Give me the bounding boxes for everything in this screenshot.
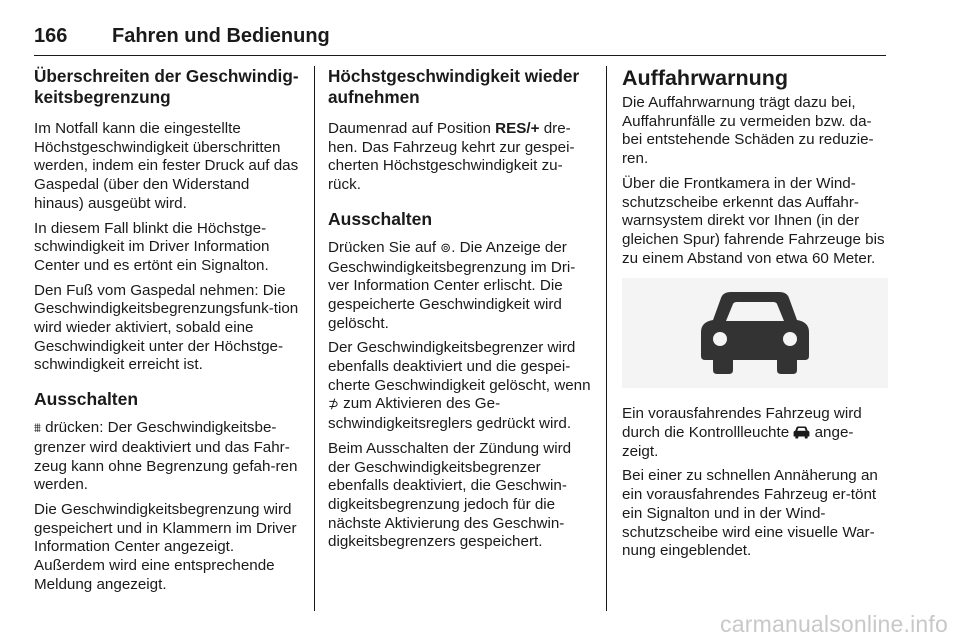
column-3	[622, 66, 888, 567]
limiter-off-symbol-icon: ⩩	[34, 421, 41, 437]
paragraph: Über die Frontkamera in der Wind-schutzscheibe erkennt das Auffahr-warnsystem direkt vor Ihnen (in der gleichen Spur) fahrende Fahrzeuge bis zu einem Abstand von etwa 60 Meter.	[622, 174, 885, 267]
paragraph: Die Geschwindigkeitsbegrenzung wird gespeichert und in Klammern im Driver Information Center angezeigt. Außerdem wird eine entsprechende Meldung angezeigt.	[34, 500, 297, 593]
vehicle-ahead-illustration	[622, 278, 888, 388]
paragraph: Den Fuß vom Gaspedal nehmen: Die Geschwindigkeitsbegrenzungsfunk-tion wird wieder aktiviert, sobald eine Geschwindigkeit unter der Höchstge-schwindigkeit erreicht ist.	[34, 281, 299, 374]
paragraph: Ein vorausfahrendes Fahrzeug wird durch die Kontrollleuchte ange-zeigt.	[622, 405, 862, 460]
section-heading-hoechstgeschwindigkeit: Höchstgeschwindigkeit wieder aufnehmen	[328, 66, 580, 107]
paragraph: Die Auffahrwarnung trägt dazu bei, Auffahrunfälle zu vermeiden bzw. da-bei entstehende Schäden zu reduzie-ren.	[622, 94, 874, 168]
column-2	[328, 66, 594, 558]
car-front-icon	[697, 292, 813, 374]
paragraph: ⩩ drücken: Der Geschwindigkeitsbe-grenzer wird deaktiviert und das Fahr-zeug kann ohne Begrenzung gefah-ren werden.	[34, 419, 298, 494]
section-heading-ausschalten: Ausschalten	[34, 389, 139, 410]
speedometer-symbol-icon: ⊚	[440, 240, 452, 256]
paragraph: Bei einer zu schnellen Annäherung an ein vorausfahrendes Fahrzeug er-tönt ein Signalton und in der Wind-schutzscheibe wird eine visuelle War-nung eingeblendet.	[622, 467, 878, 560]
page-header	[34, 25, 886, 56]
watermark: carmanualsonline.info	[720, 611, 948, 637]
paragraph: In diesem Fall blinkt die Höchstge-schwindigkeit im Driver Information Center und es ertönt ein Signalton.	[34, 219, 270, 274]
column-divider	[314, 66, 315, 611]
cruise-control-symbol-icon: ⊅	[328, 397, 339, 413]
car-indicator-icon	[793, 426, 810, 439]
paragraph: Daumenrad auf Position RES/+ dre-hen. Das Fahrzeug kehrt zur gespei-cherten Höchstgeschwindigkeit zu-rück.	[328, 120, 575, 194]
section-heading-ausschalten: Ausschalten	[328, 208, 433, 229]
section-heading-ueberschreiten: Überschreiten der Geschwindig-keitsbegrenzung	[34, 66, 299, 107]
page-number: 166	[34, 25, 68, 47]
res-plus-label: RES/+	[495, 120, 540, 137]
column-divider	[606, 66, 607, 611]
paragraph: Beim Ausschalten der Zündung wird der Geschwindigkeitsbegrenzer ebenfalls deaktiviert, die Geschwin-digkeitsbegrenzung jedoch für die nächste Aktivierung des Geschwin-digkeitsbegrenzers gespeichert.	[328, 439, 572, 551]
paragraph: Im Notfall kann die eingestellte Höchstgeschwindigkeit überschritten werden, indem ein fester Druck auf das Gaspedal (über den Widerstand hinaus) ausgeübt wird.	[34, 120, 299, 212]
paragraph: Drücken Sie auf ⊚. Die Anzeige der Geschwindigkeitsbegrenzung im Dri-ver Information Center erlischt. Die gespeicherte Geschwindigkeit wird gelöscht.	[328, 238, 576, 332]
section-heading-auffahrwarnung: Auffahrwarnung	[622, 66, 789, 90]
paragraph: Der Geschwindigkeitsbegrenzer wird ebenfalls deaktiviert und die gespei-cherte Geschwindigkeit gelöscht, wenn ⊅ zum Aktivieren des Ge-schwindigkeitsreglers gedrückt wird.	[328, 339, 591, 433]
column-1	[34, 66, 300, 600]
running-title: Fahren und Bedienung	[112, 25, 330, 47]
